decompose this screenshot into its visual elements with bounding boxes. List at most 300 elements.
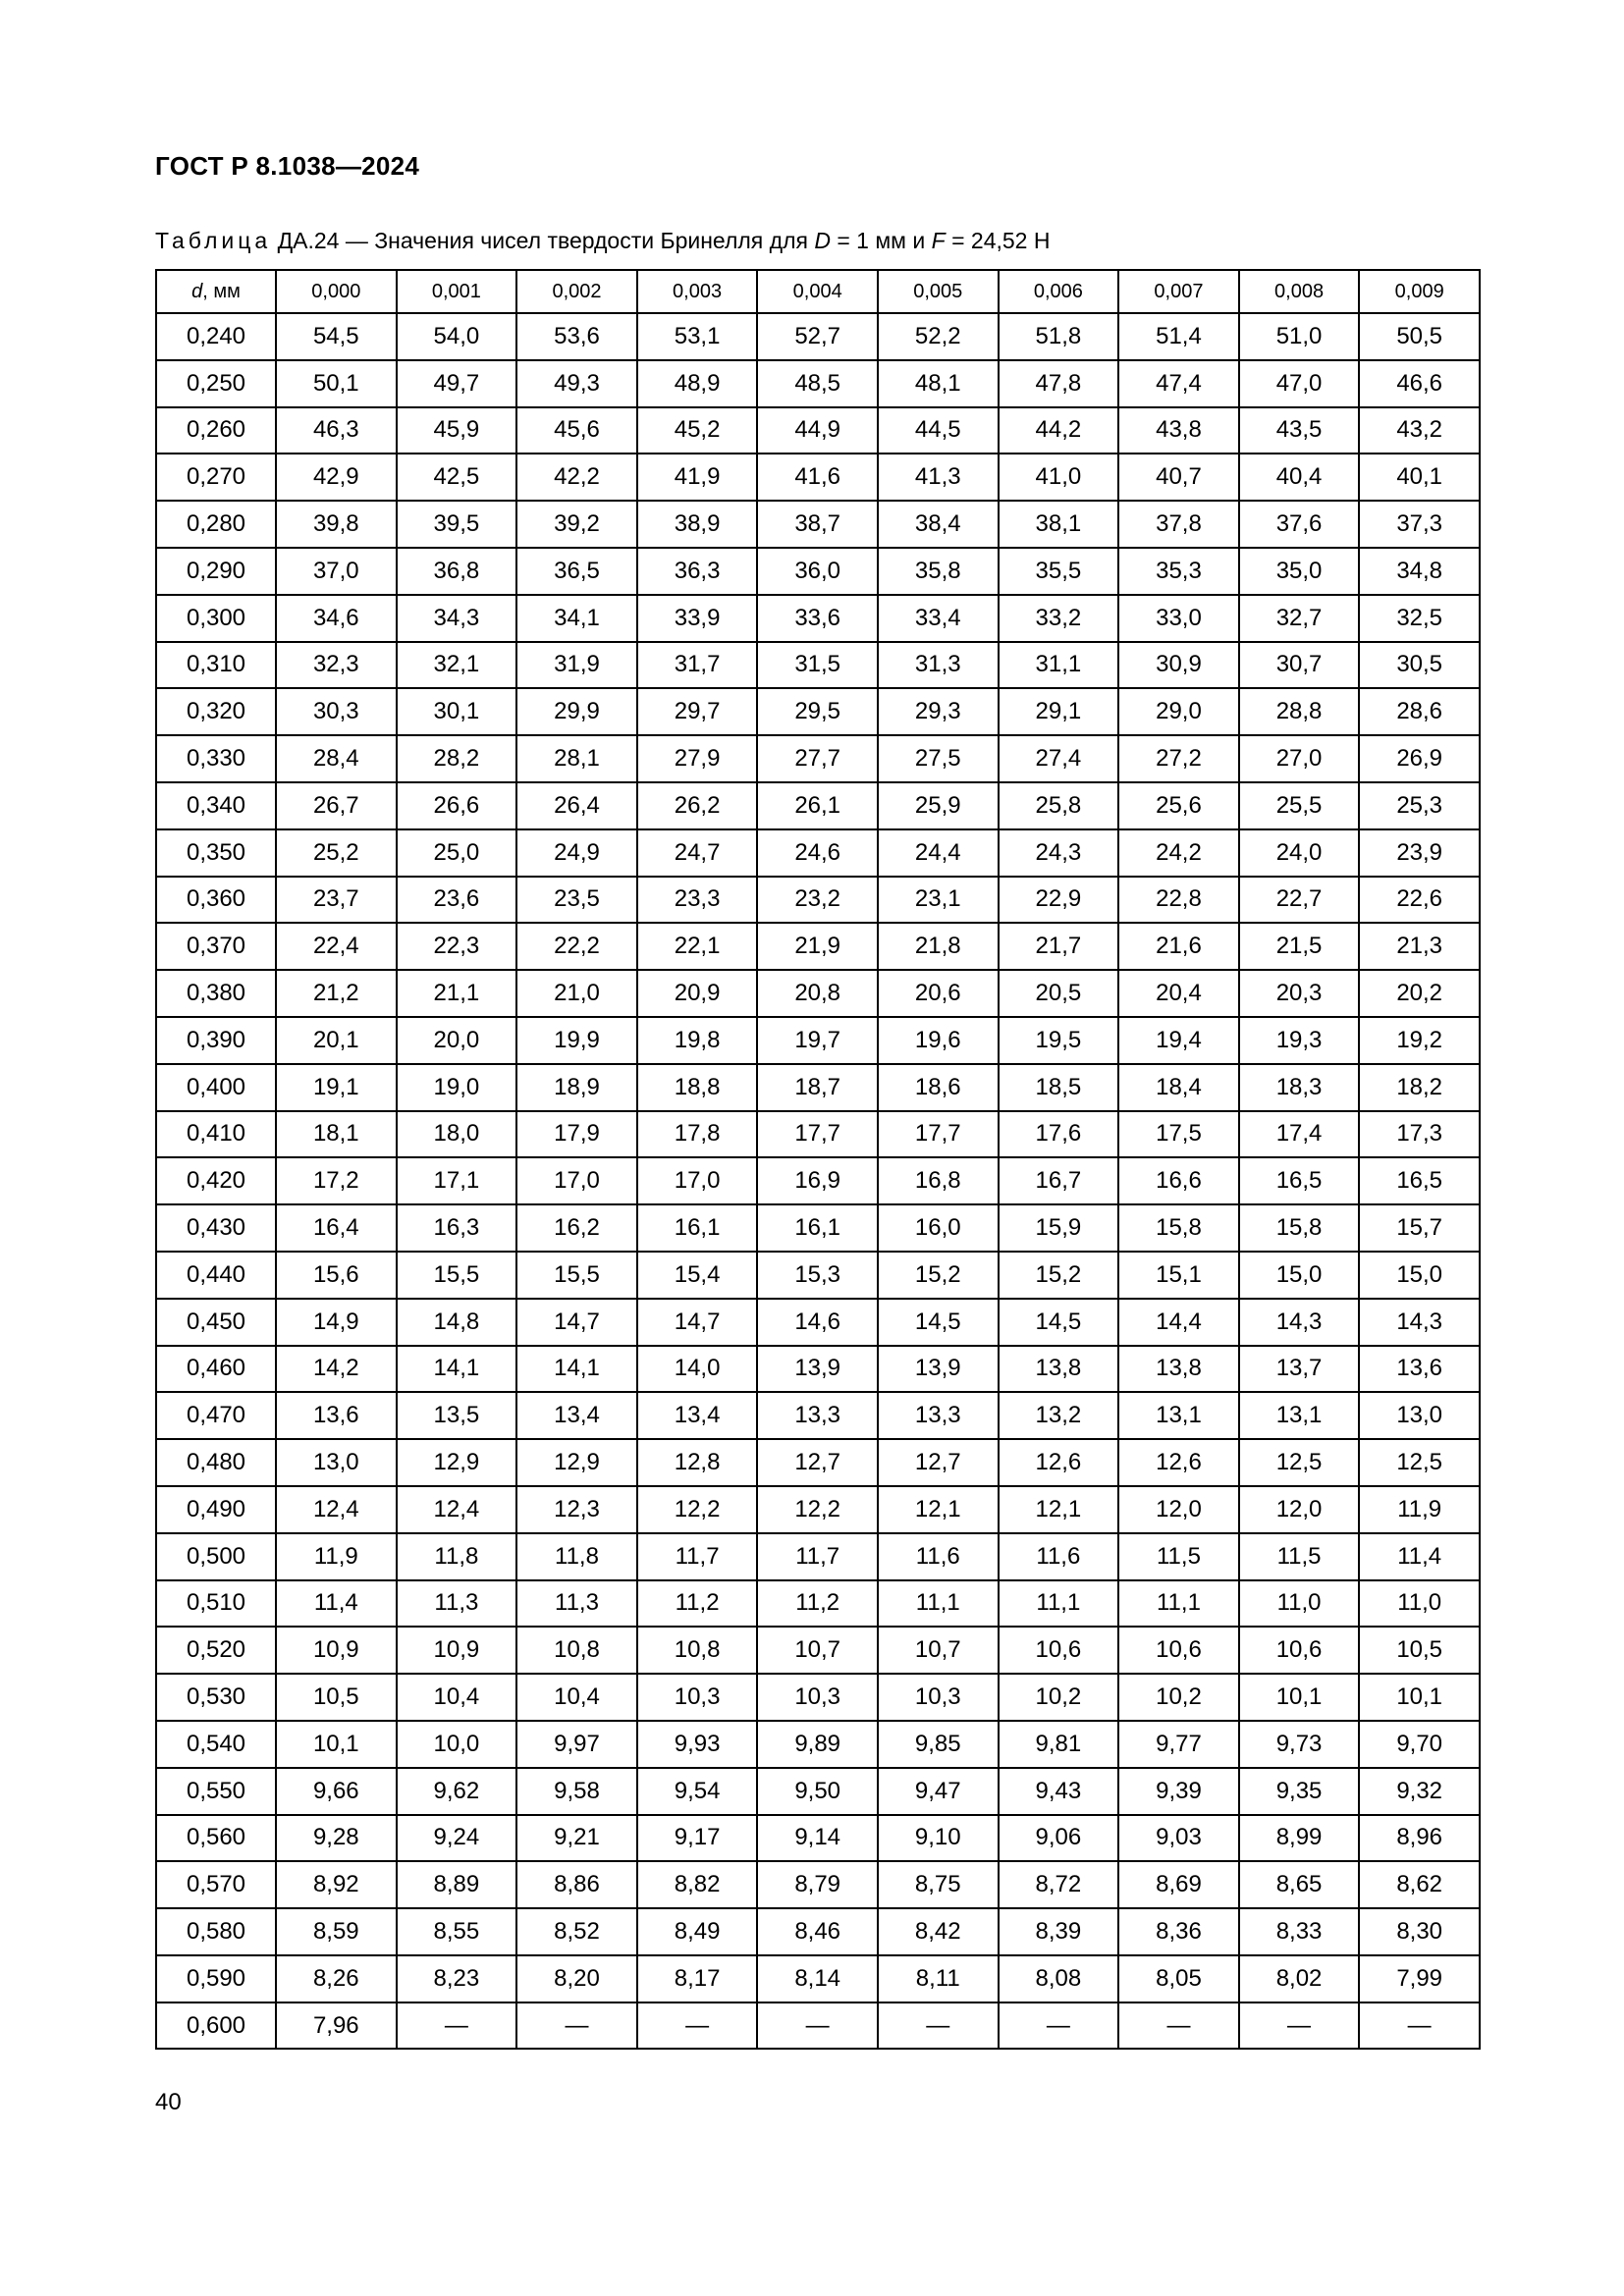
hardness-value-cell: 20,2: [1359, 970, 1480, 1017]
hardness-value-cell: 9,54: [637, 1768, 758, 1815]
hardness-value-cell: 14,1: [516, 1346, 637, 1393]
hardness-value-cell: 41,0: [999, 454, 1119, 501]
hardness-value-cell: 23,9: [1359, 829, 1480, 877]
column-header: 0,001: [397, 270, 517, 313]
hardness-value-cell: 20,8: [757, 970, 878, 1017]
row-diameter-cell: 0,430: [156, 1204, 276, 1252]
hardness-value-cell: 37,6: [1239, 501, 1360, 548]
table-row: [156, 782, 1480, 829]
hardness-value-cell: 48,1: [878, 360, 999, 407]
row-diameter-cell: 0,300: [156, 595, 276, 642]
hardness-value-cell: 15,5: [397, 1252, 517, 1299]
hardness-value-cell: 31,3: [878, 642, 999, 689]
hardness-value-cell: 18,8: [637, 1064, 758, 1111]
hardness-value-cell: 10,4: [397, 1674, 517, 1721]
hardness-value-cell: 16,5: [1239, 1157, 1360, 1204]
hardness-value-cell: 11,2: [637, 1580, 758, 1628]
hardness-value-cell: 23,5: [516, 877, 637, 924]
hardness-value-cell: 19,0: [397, 1064, 517, 1111]
table-row: [156, 595, 1480, 642]
row-diameter-cell: 0,450: [156, 1299, 276, 1346]
hardness-value-cell: 14,7: [516, 1299, 637, 1346]
hardness-value-cell: 15,9: [999, 1204, 1119, 1252]
caption-mid2: = 24,52 Н: [945, 228, 1051, 253]
hardness-value-cell: 8,26: [276, 1955, 397, 2002]
hardness-value-cell: 21,0: [516, 970, 637, 1017]
hardness-value-cell: 13,9: [878, 1346, 999, 1393]
hardness-value-cell: 18,5: [999, 1064, 1119, 1111]
hardness-value-cell: 10,2: [999, 1674, 1119, 1721]
hardness-value-cell: 9,21: [516, 1815, 637, 1862]
column-header: 0,000: [276, 270, 397, 313]
hardness-value-cell: 16,3: [397, 1204, 517, 1252]
hardness-value-cell: 39,8: [276, 501, 397, 548]
hardness-value-cell: 36,5: [516, 548, 637, 595]
corner-unit: , мм: [202, 280, 241, 302]
hardness-value-cell: 12,2: [757, 1486, 878, 1533]
hardness-value-cell: 39,5: [397, 501, 517, 548]
hardness-value-cell: 18,6: [878, 1064, 999, 1111]
row-diameter-cell: 0,360: [156, 877, 276, 924]
hardness-value-cell: 13,9: [757, 1346, 878, 1393]
hardness-value-cell: 25,5: [1239, 782, 1360, 829]
hardness-value-cell: 10,6: [1118, 1627, 1239, 1674]
hardness-value-cell: 52,7: [757, 313, 878, 360]
column-header: 0,009: [1359, 270, 1480, 313]
hardness-value-cell: 27,9: [637, 735, 758, 782]
document-id: ГОСТ Р 8.1038—2024: [155, 151, 420, 181]
hardness-value-cell: 11,7: [757, 1533, 878, 1580]
hardness-value-cell: 10,6: [999, 1627, 1119, 1674]
hardness-value-cell: 29,7: [637, 688, 758, 735]
table-row: [156, 1346, 1480, 1393]
hardness-value-cell: —: [1359, 2002, 1480, 2050]
hardness-value-cell: 9,43: [999, 1768, 1119, 1815]
hardness-value-cell: 31,5: [757, 642, 878, 689]
table-row: [156, 1861, 1480, 1908]
hardness-value-cell: 10,5: [276, 1674, 397, 1721]
hardness-value-cell: 14,1: [397, 1346, 517, 1393]
hardness-value-cell: 14,0: [637, 1346, 758, 1393]
column-header: 0,005: [878, 270, 999, 313]
hardness-value-cell: 32,5: [1359, 595, 1480, 642]
hardness-value-cell: 19,7: [757, 1017, 878, 1064]
hardness-value-cell: 30,9: [1118, 642, 1239, 689]
table-row: [156, 642, 1480, 689]
row-diameter-cell: 0,350: [156, 829, 276, 877]
hardness-value-cell: 20,1: [276, 1017, 397, 1064]
hardness-value-cell: 28,6: [1359, 688, 1480, 735]
hardness-value-cell: 15,6: [276, 1252, 397, 1299]
hardness-value-cell: 9,32: [1359, 1768, 1480, 1815]
hardness-value-cell: 19,9: [516, 1017, 637, 1064]
hardness-value-cell: 33,2: [999, 595, 1119, 642]
hardness-value-cell: 40,4: [1239, 454, 1360, 501]
table-row: [156, 1204, 1480, 1252]
hardness-value-cell: 23,2: [757, 877, 878, 924]
hardness-value-cell: 33,0: [1118, 595, 1239, 642]
hardness-value-cell: 16,7: [999, 1157, 1119, 1204]
table-row: [156, 1064, 1480, 1111]
hardness-value-cell: 37,3: [1359, 501, 1480, 548]
hardness-value-cell: 10,3: [757, 1674, 878, 1721]
hardness-value-cell: 10,2: [1118, 1674, 1239, 1721]
hardness-value-cell: 18,0: [397, 1111, 517, 1158]
table-row: [156, 970, 1480, 1017]
hardness-value-cell: 36,0: [757, 548, 878, 595]
hardness-value-cell: 17,0: [637, 1157, 758, 1204]
hardness-value-cell: 22,2: [516, 923, 637, 970]
hardness-value-cell: 24,0: [1239, 829, 1360, 877]
row-diameter-cell: 0,240: [156, 313, 276, 360]
hardness-value-cell: 9,85: [878, 1721, 999, 1768]
hardness-value-cell: 13,1: [1118, 1392, 1239, 1439]
hardness-value-cell: 8,17: [637, 1955, 758, 2002]
row-diameter-cell: 0,540: [156, 1721, 276, 1768]
hardness-value-cell: 9,89: [757, 1721, 878, 1768]
hardness-value-cell: 11,0: [1359, 1580, 1480, 1628]
hardness-value-cell: 28,8: [1239, 688, 1360, 735]
row-diameter-cell: 0,500: [156, 1533, 276, 1580]
hardness-value-cell: 45,6: [516, 407, 637, 454]
hardness-value-cell: 46,6: [1359, 360, 1480, 407]
hardness-value-cell: 48,5: [757, 360, 878, 407]
hardness-value-cell: 21,2: [276, 970, 397, 1017]
column-header: 0,002: [516, 270, 637, 313]
hardness-value-cell: 8,23: [397, 1955, 517, 2002]
hardness-value-cell: 43,5: [1239, 407, 1360, 454]
hardness-value-cell: 15,0: [1239, 1252, 1360, 1299]
hardness-value-cell: 12,7: [878, 1439, 999, 1486]
hardness-value-cell: 22,3: [397, 923, 517, 970]
hardness-value-cell: 12,4: [397, 1486, 517, 1533]
hardness-value-cell: 11,6: [999, 1533, 1119, 1580]
table-row: [156, 1674, 1480, 1721]
hardness-value-cell: 8,42: [878, 1908, 999, 1955]
hardness-value-cell: 17,9: [516, 1111, 637, 1158]
hardness-value-cell: 9,93: [637, 1721, 758, 1768]
row-diameter-cell: 0,410: [156, 1111, 276, 1158]
row-diameter-cell: 0,310: [156, 642, 276, 689]
hardness-value-cell: 25,2: [276, 829, 397, 877]
hardness-value-cell: —: [999, 2002, 1119, 2050]
hardness-value-cell: 13,8: [999, 1346, 1119, 1393]
hardness-value-cell: 17,6: [999, 1111, 1119, 1158]
hardness-value-cell: 8,59: [276, 1908, 397, 1955]
hardness-value-cell: 13,2: [999, 1392, 1119, 1439]
hardness-value-cell: 20,5: [999, 970, 1119, 1017]
hardness-value-cell: 50,5: [1359, 313, 1480, 360]
hardness-value-cell: 34,1: [516, 595, 637, 642]
hardness-value-cell: 8,46: [757, 1908, 878, 1955]
hardness-value-cell: 16,4: [276, 1204, 397, 1252]
hardness-value-cell: 15,8: [1239, 1204, 1360, 1252]
hardness-value-cell: 30,5: [1359, 642, 1480, 689]
hardness-value-cell: 13,8: [1118, 1346, 1239, 1393]
hardness-value-cell: 9,77: [1118, 1721, 1239, 1768]
hardness-value-cell: 19,8: [637, 1017, 758, 1064]
hardness-value-cell: —: [1239, 2002, 1360, 2050]
hardness-value-cell: 17,3: [1359, 1111, 1480, 1158]
hardness-value-cell: 25,0: [397, 829, 517, 877]
hardness-value-cell: 10,6: [1239, 1627, 1360, 1674]
table-row: [156, 1392, 1480, 1439]
table-row: [156, 923, 1480, 970]
hardness-value-cell: 9,28: [276, 1815, 397, 1862]
hardness-value-cell: 48,9: [637, 360, 758, 407]
hardness-value-cell: 10,9: [397, 1627, 517, 1674]
hardness-value-cell: —: [757, 2002, 878, 2050]
row-diameter-cell: 0,330: [156, 735, 276, 782]
hardness-value-cell: 21,8: [878, 923, 999, 970]
hardness-value-cell: 8,49: [637, 1908, 758, 1955]
hardness-value-cell: —: [516, 2002, 637, 2050]
hardness-value-cell: 10,1: [1359, 1674, 1480, 1721]
hardness-value-cell: 21,5: [1239, 923, 1360, 970]
hardness-value-cell: 18,1: [276, 1111, 397, 1158]
hardness-value-cell: 8,14: [757, 1955, 878, 2002]
hardness-value-cell: 12,3: [516, 1486, 637, 1533]
hardness-value-cell: 11,5: [1118, 1533, 1239, 1580]
hardness-value-cell: 53,6: [516, 313, 637, 360]
hardness-value-cell: 11,1: [878, 1580, 999, 1628]
hardness-value-cell: 10,9: [276, 1627, 397, 1674]
table-row: [156, 313, 1480, 360]
table-row: [156, 1721, 1480, 1768]
hardness-value-cell: 8,08: [999, 1955, 1119, 2002]
hardness-value-cell: 11,2: [757, 1580, 878, 1628]
row-diameter-cell: 0,490: [156, 1486, 276, 1533]
hardness-value-cell: 47,0: [1239, 360, 1360, 407]
hardness-value-cell: 8,05: [1118, 1955, 1239, 2002]
hardness-value-cell: 26,6: [397, 782, 517, 829]
hardness-value-cell: 12,6: [1118, 1439, 1239, 1486]
hardness-value-cell: 9,58: [516, 1768, 637, 1815]
row-diameter-cell: 0,520: [156, 1627, 276, 1674]
row-diameter-cell: 0,600: [156, 2002, 276, 2050]
hardness-value-cell: 45,2: [637, 407, 758, 454]
hardness-value-cell: 21,1: [397, 970, 517, 1017]
hardness-value-cell: 11,3: [397, 1580, 517, 1628]
hardness-value-cell: 23,7: [276, 877, 397, 924]
hardness-value-cell: 13,1: [1239, 1392, 1360, 1439]
hardness-value-cell: 22,8: [1118, 877, 1239, 924]
hardness-value-cell: 14,4: [1118, 1299, 1239, 1346]
hardness-value-cell: 12,5: [1239, 1439, 1360, 1486]
hardness-value-cell: 8,30: [1359, 1908, 1480, 1955]
hardness-value-cell: 22,7: [1239, 877, 1360, 924]
hardness-value-cell: 46,3: [276, 407, 397, 454]
hardness-value-cell: 9,50: [757, 1768, 878, 1815]
hardness-value-cell: 38,9: [637, 501, 758, 548]
hardness-value-cell: 29,3: [878, 688, 999, 735]
hardness-value-cell: 11,4: [1359, 1533, 1480, 1580]
hardness-value-cell: 35,3: [1118, 548, 1239, 595]
hardness-value-cell: 13,7: [1239, 1346, 1360, 1393]
hardness-value-cell: 43,8: [1118, 407, 1239, 454]
hardness-value-cell: 24,2: [1118, 829, 1239, 877]
hardness-value-cell: 24,6: [757, 829, 878, 877]
hardness-value-cell: 43,2: [1359, 407, 1480, 454]
hardness-value-cell: 8,92: [276, 1861, 397, 1908]
hardness-value-cell: 15,3: [757, 1252, 878, 1299]
row-diameter-cell: 0,510: [156, 1580, 276, 1628]
corner-header: [156, 270, 276, 313]
hardness-value-cell: 37,8: [1118, 501, 1239, 548]
hardness-value-cell: —: [878, 2002, 999, 2050]
hardness-value-cell: 11,1: [1118, 1580, 1239, 1628]
hardness-value-cell: 21,6: [1118, 923, 1239, 970]
hardness-value-cell: 30,1: [397, 688, 517, 735]
table-row: [156, 548, 1480, 595]
hardness-value-cell: 8,72: [999, 1861, 1119, 1908]
hardness-value-cell: 41,6: [757, 454, 878, 501]
hardness-value-cell: 12,6: [999, 1439, 1119, 1486]
hardness-value-cell: 12,9: [516, 1439, 637, 1486]
hardness-value-cell: 14,3: [1359, 1299, 1480, 1346]
hardness-value-cell: 8,99: [1239, 1815, 1360, 1862]
hardness-value-cell: 35,5: [999, 548, 1119, 595]
hardness-value-cell: 11,5: [1239, 1533, 1360, 1580]
row-diameter-cell: 0,530: [156, 1674, 276, 1721]
hardness-value-cell: 23,3: [637, 877, 758, 924]
hardness-value-cell: 17,2: [276, 1157, 397, 1204]
hardness-value-cell: 40,7: [1118, 454, 1239, 501]
hardness-value-cell: 32,1: [397, 642, 517, 689]
hardness-value-cell: 11,6: [878, 1533, 999, 1580]
hardness-value-cell: 9,06: [999, 1815, 1119, 1862]
hardness-value-cell: 15,1: [1118, 1252, 1239, 1299]
column-header: 0,007: [1118, 270, 1239, 313]
row-diameter-cell: 0,550: [156, 1768, 276, 1815]
hardness-value-cell: 9,62: [397, 1768, 517, 1815]
hardness-value-cell: 8,82: [637, 1861, 758, 1908]
table-row: [156, 1111, 1480, 1158]
hardness-value-cell: 24,3: [999, 829, 1119, 877]
hardness-value-cell: 10,3: [637, 1674, 758, 1721]
hardness-value-cell: 9,47: [878, 1768, 999, 1815]
hardness-value-cell: 36,8: [397, 548, 517, 595]
hardness-value-cell: 16,8: [878, 1157, 999, 1204]
hardness-value-cell: 11,7: [637, 1533, 758, 1580]
hardness-value-cell: 8,65: [1239, 1861, 1360, 1908]
hardness-value-cell: 12,2: [637, 1486, 758, 1533]
hardness-value-cell: 11,1: [999, 1580, 1119, 1628]
hardness-value-cell: 19,6: [878, 1017, 999, 1064]
hardness-value-cell: 9,70: [1359, 1721, 1480, 1768]
hardness-value-cell: 18,2: [1359, 1064, 1480, 1111]
hardness-value-cell: 24,7: [637, 829, 758, 877]
corner-var: d: [191, 280, 203, 302]
hardness-value-cell: 36,3: [637, 548, 758, 595]
hardness-value-cell: 11,4: [276, 1580, 397, 1628]
hardness-value-cell: 10,7: [878, 1627, 999, 1674]
hardness-value-cell: 10,8: [637, 1627, 758, 1674]
hardness-value-cell: 20,9: [637, 970, 758, 1017]
hardness-value-cell: 8,39: [999, 1908, 1119, 1955]
row-diameter-cell: 0,440: [156, 1252, 276, 1299]
hardness-value-cell: 13,0: [276, 1439, 397, 1486]
table-row: [156, 1157, 1480, 1204]
page-number: 40: [155, 2089, 182, 2115]
hardness-value-cell: 10,3: [878, 1674, 999, 1721]
hardness-value-cell: 33,9: [637, 595, 758, 642]
brinell-table: [155, 269, 1481, 2050]
hardness-value-cell: 38,4: [878, 501, 999, 548]
table-caption: [155, 228, 1050, 254]
column-header: 0,004: [757, 270, 878, 313]
hardness-value-cell: 9,39: [1118, 1768, 1239, 1815]
table-row: [156, 1017, 1480, 1064]
hardness-value-cell: 10,0: [397, 1721, 517, 1768]
hardness-value-cell: 13,0: [1359, 1392, 1480, 1439]
table-header-row: [156, 270, 1480, 313]
hardness-value-cell: 19,5: [999, 1017, 1119, 1064]
hardness-value-cell: 18,4: [1118, 1064, 1239, 1111]
hardness-value-cell: 42,5: [397, 454, 517, 501]
hardness-value-cell: 28,1: [516, 735, 637, 782]
hardness-value-cell: 20,4: [1118, 970, 1239, 1017]
hardness-value-cell: 34,8: [1359, 548, 1480, 595]
hardness-value-cell: 8,52: [516, 1908, 637, 1955]
hardness-value-cell: 26,2: [637, 782, 758, 829]
caption-var-d: D: [814, 228, 831, 253]
hardness-value-cell: 9,35: [1239, 1768, 1360, 1815]
hardness-value-cell: 9,17: [637, 1815, 758, 1862]
hardness-value-cell: 47,4: [1118, 360, 1239, 407]
row-diameter-cell: 0,380: [156, 970, 276, 1017]
table-row: [156, 829, 1480, 877]
hardness-value-cell: 8,62: [1359, 1861, 1480, 1908]
hardness-value-cell: 14,9: [276, 1299, 397, 1346]
hardness-value-cell: 44,5: [878, 407, 999, 454]
hardness-value-cell: 44,9: [757, 407, 878, 454]
hardness-value-cell: 8,20: [516, 1955, 637, 2002]
hardness-value-cell: 9,81: [999, 1721, 1119, 1768]
hardness-value-cell: 12,8: [637, 1439, 758, 1486]
row-diameter-cell: 0,390: [156, 1017, 276, 1064]
hardness-value-cell: 15,2: [878, 1252, 999, 1299]
hardness-value-cell: 8,86: [516, 1861, 637, 1908]
hardness-value-cell: 40,1: [1359, 454, 1480, 501]
hardness-value-cell: 12,7: [757, 1439, 878, 1486]
hardness-value-cell: 8,75: [878, 1861, 999, 1908]
hardness-value-cell: 27,4: [999, 735, 1119, 782]
hardness-value-cell: 53,1: [637, 313, 758, 360]
hardness-value-cell: 12,5: [1359, 1439, 1480, 1486]
hardness-value-cell: 17,7: [878, 1111, 999, 1158]
hardness-value-cell: 28,4: [276, 735, 397, 782]
hardness-value-cell: 29,5: [757, 688, 878, 735]
hardness-value-cell: 30,7: [1239, 642, 1360, 689]
row-diameter-cell: 0,470: [156, 1392, 276, 1439]
hardness-value-cell: 50,1: [276, 360, 397, 407]
hardness-value-cell: 25,3: [1359, 782, 1480, 829]
table-row: [156, 407, 1480, 454]
hardness-value-cell: 32,3: [276, 642, 397, 689]
hardness-value-cell: 19,2: [1359, 1017, 1480, 1064]
hardness-value-cell: 38,1: [999, 501, 1119, 548]
hardness-value-cell: 21,7: [999, 923, 1119, 970]
hardness-value-cell: 17,0: [516, 1157, 637, 1204]
row-diameter-cell: 0,400: [156, 1064, 276, 1111]
hardness-value-cell: 8,96: [1359, 1815, 1480, 1862]
table-row: [156, 1815, 1480, 1862]
hardness-value-cell: 44,2: [999, 407, 1119, 454]
hardness-value-cell: 9,66: [276, 1768, 397, 1815]
row-diameter-cell: 0,480: [156, 1439, 276, 1486]
column-header: 0,008: [1239, 270, 1360, 313]
